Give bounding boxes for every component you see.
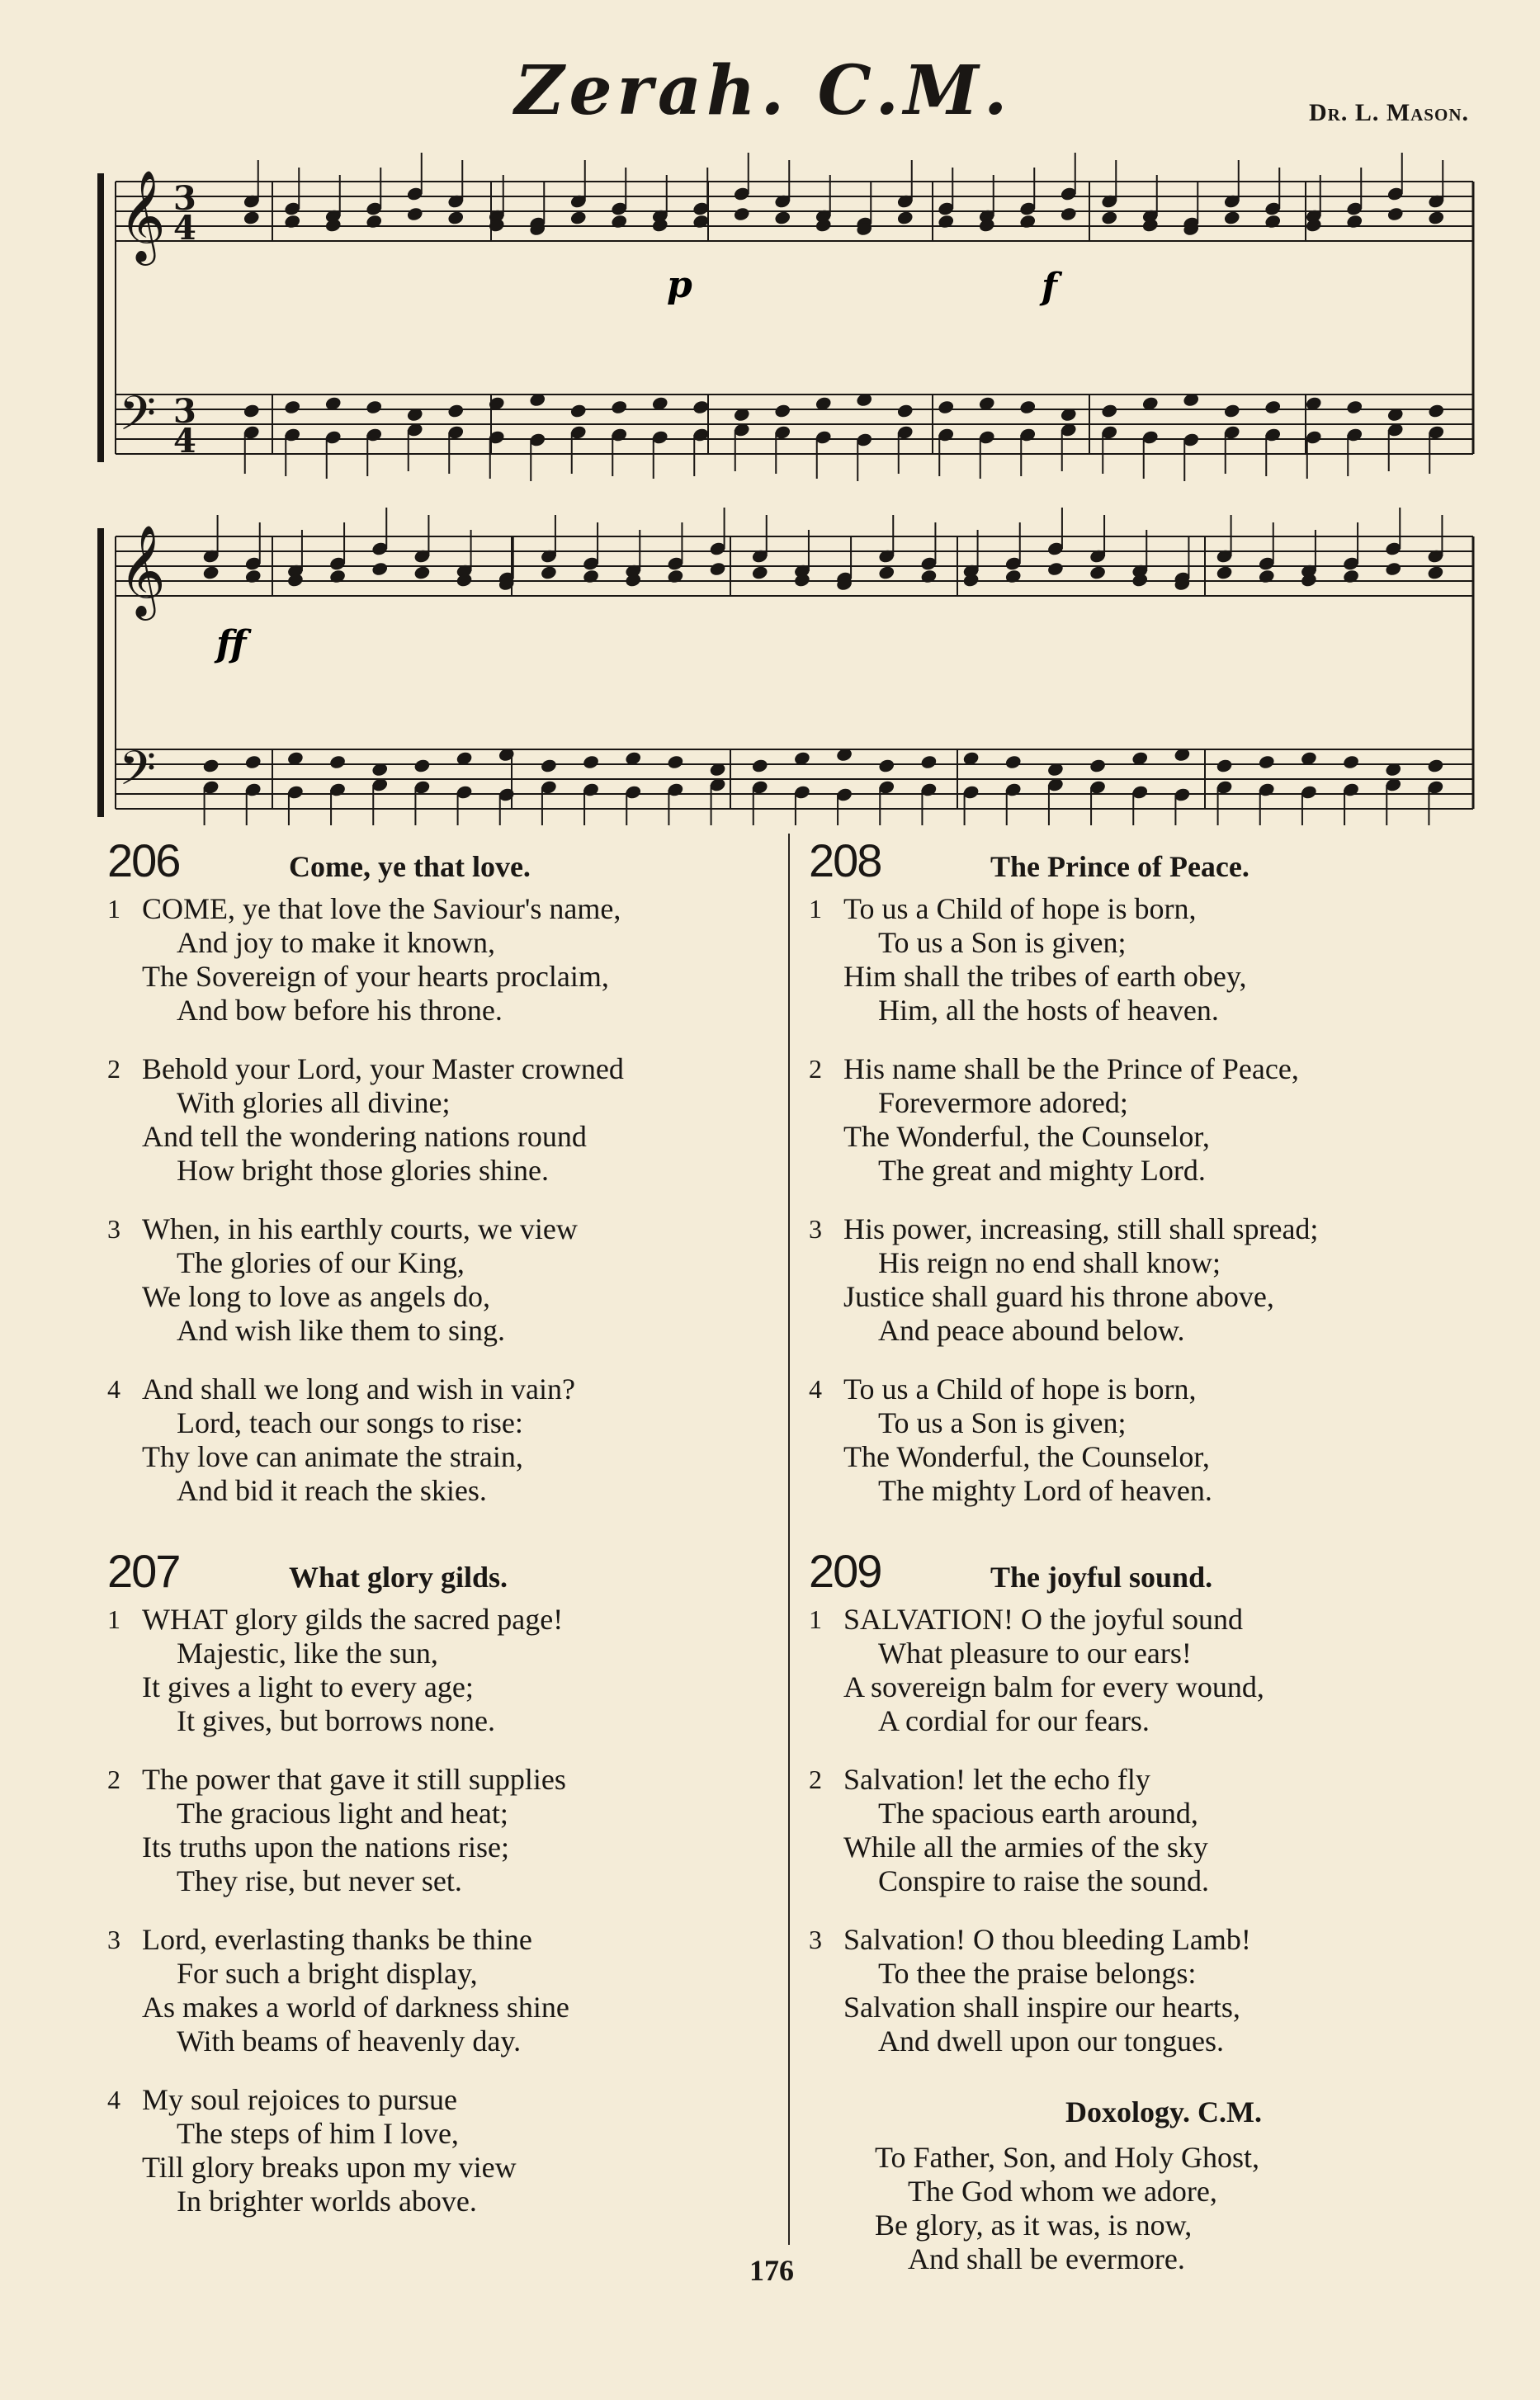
- hymn-207: [107, 1544, 780, 2218]
- note-head: [328, 569, 347, 584]
- stanza-number: 2: [107, 1054, 120, 1084]
- note-head: [1018, 399, 1037, 415]
- note-head: [244, 569, 262, 584]
- hymn-number: 209: [809, 1545, 881, 1597]
- note-head: [920, 569, 938, 584]
- verse-line: 3 Salvation! O thou bleeding Lamb!: [809, 1923, 1251, 1956]
- note-head: [1345, 399, 1363, 415]
- note-head: [202, 758, 220, 773]
- stanza: [809, 1212, 1486, 1348]
- verse-line: Him shall the tribes of earth obey,: [843, 960, 1247, 993]
- verse-line: And tell the wondering nations round: [142, 1120, 587, 1153]
- dynamic-ff: ff: [216, 623, 247, 665]
- verse-line: We long to love as angels do,: [142, 1280, 491, 1313]
- treble-staff: [116, 153, 1473, 241]
- verse-line: For such a bright display,: [177, 1957, 478, 1990]
- stanza-number: 2: [809, 1054, 822, 1084]
- stanza-number: 1: [107, 1604, 120, 1634]
- tune-title: Zerah. C.M.: [514, 51, 1013, 130]
- verse-line: A cordial for our fears.: [878, 1704, 1150, 1737]
- note-head: [920, 754, 938, 770]
- bass-staff: [116, 747, 1473, 825]
- hymn-title: The joyful sound.: [990, 1561, 1213, 1594]
- verse-line: A sovereign balm for every wound,: [843, 1670, 1264, 1703]
- verse-line: 3 Lord, everlasting thanks be thine: [107, 1923, 532, 1956]
- note-head: [413, 565, 432, 580]
- verse-line: And dwell upon our tongues.: [878, 2024, 1224, 2057]
- stanza-number: 3: [809, 1925, 822, 1954]
- verse-line: What pleasure to our ears!: [878, 1637, 1192, 1670]
- verse-line: To us a Son is given;: [878, 926, 1127, 959]
- verse-line: It gives, but borrows none.: [177, 1704, 495, 1737]
- time-signature: 3: [173, 179, 196, 218]
- hymn-number: 208: [809, 834, 881, 886]
- verse-line: To thee the praise belongs:: [878, 1957, 1197, 1990]
- stanza-number: 2: [809, 1765, 822, 1794]
- verse-line: It gives a light to every age;: [142, 1670, 474, 1703]
- page-number: 176: [749, 2254, 794, 2287]
- stanza: [809, 892, 1486, 1028]
- verse-line: And joy to make it known,: [177, 926, 495, 959]
- stanza-number: 3: [107, 1214, 120, 1244]
- verse-line: 1 WHAT glory gilds the sacred page!: [107, 1603, 564, 1636]
- verse-line: The God whom we adore,: [908, 2175, 1217, 2208]
- stanza: [107, 1052, 780, 1188]
- note-head: [896, 403, 914, 418]
- note-head: [1386, 206, 1405, 222]
- stanza: [107, 892, 780, 1028]
- note-head: [406, 206, 424, 222]
- note-head: [937, 399, 955, 415]
- note-head: [365, 399, 383, 415]
- verse-line: In brighter worlds above.: [177, 2185, 477, 2218]
- verse-line: The Wonderful, the Counselor,: [843, 1440, 1210, 1473]
- note-head: [877, 758, 895, 773]
- right-column: [809, 834, 1486, 2276]
- bass-clef-icon: 𝄢: [119, 740, 157, 808]
- verse-line: Be glory, as it was, is now,: [875, 2209, 1193, 2242]
- verse-line: Forevermore adored;: [878, 1086, 1128, 1119]
- bass-clef-icon: 𝄢: [119, 385, 157, 453]
- treble-clef-icon: 𝄞: [119, 169, 166, 262]
- verse-line: To us a Son is given;: [878, 1406, 1127, 1439]
- verse-line: 4 To us a Child of hope is born,: [809, 1372, 1197, 1406]
- note-head: [540, 565, 558, 580]
- verse-line: The gracious light and heat;: [177, 1797, 508, 1830]
- verse-line: 1 COME, ye that love the Saviour's name,: [107, 892, 621, 925]
- verse-line: And bid it reach the skies.: [177, 1474, 487, 1507]
- note-head: [1216, 758, 1234, 773]
- verse-line: 3 When, in his earthly courts, we view: [107, 1212, 578, 1245]
- hymn-number: 206: [107, 834, 180, 886]
- verse-line: As makes a world of darkness shine: [142, 1991, 569, 2024]
- note-head: [569, 403, 588, 418]
- note-head: [1345, 214, 1363, 229]
- hymn-header: [107, 834, 780, 887]
- note-head: [1258, 569, 1276, 584]
- verse-line: 4 My soul rejoices to pursue: [107, 2083, 457, 2116]
- note-head: [692, 214, 710, 229]
- stanza: [809, 1603, 1486, 1738]
- time-signature: 4: [173, 422, 196, 461]
- stanza-number: 1: [107, 894, 120, 924]
- stanza: [107, 1923, 780, 2058]
- verse-line: 4 And shall we long and wish in vain?: [107, 1372, 575, 1406]
- verse-line: How bright those glories shine.: [177, 1154, 549, 1187]
- stanza: [107, 1372, 780, 1508]
- note-head: [1004, 754, 1023, 770]
- stanza-number: 3: [809, 1214, 822, 1244]
- left-column: [107, 834, 780, 2255]
- note-head: [1223, 210, 1241, 225]
- time-signature: 3: [173, 392, 196, 431]
- note-head: [610, 399, 628, 415]
- verse-line: They rise, but never set.: [177, 1864, 462, 1897]
- verse-line: His reign no end shall know;: [878, 1246, 1221, 1279]
- verse-line: The mighty Lord of heaven.: [878, 1474, 1212, 1507]
- note-head: [582, 569, 600, 584]
- hymn-title: What glory gilds.: [289, 1561, 508, 1594]
- note-head: [569, 210, 588, 225]
- hymn-208: [809, 834, 1486, 1508]
- verse-line: Him, all the hosts of heaven.: [878, 994, 1219, 1027]
- verse-line: And shall be evermore.: [908, 2242, 1185, 2275]
- stanza-number: 1: [809, 894, 822, 924]
- verse-line: And bow before his throne.: [177, 994, 503, 1027]
- system-1: [97, 153, 1473, 481]
- note-head: [202, 565, 220, 580]
- verse-line: The spacious earth around,: [878, 1797, 1198, 1830]
- stanza-number: 4: [809, 1374, 822, 1404]
- verse-line: To Father, Son, and Holy Ghost,: [875, 2141, 1260, 2174]
- note-head: [733, 206, 751, 222]
- note-head: [1258, 754, 1276, 770]
- note-head: [243, 403, 261, 418]
- verse-line: Justice shall guard his throne above,: [843, 1280, 1274, 1313]
- note-head: [1342, 569, 1360, 584]
- hymn-header: [107, 1544, 780, 1598]
- verse-line: Thy love can animate the strain,: [142, 1440, 523, 1473]
- time-signature: 4: [173, 209, 196, 248]
- dynamic-f: f: [1042, 266, 1057, 308]
- column-divider: [788, 834, 790, 2245]
- verse-line: While all the armies of the sky: [843, 1831, 1208, 1864]
- verse-line: Its truths upon the nations rise;: [142, 1831, 509, 1864]
- note-head: [413, 758, 432, 773]
- stanza-number: 4: [107, 2085, 120, 2114]
- verse-line: The glories of our King,: [177, 1246, 465, 1279]
- note-head: [1427, 403, 1445, 418]
- note-head: [1004, 569, 1023, 584]
- note-head: [751, 758, 769, 773]
- stanza: [107, 1763, 780, 1898]
- note-head: [1342, 754, 1360, 770]
- bass-staff: [116, 392, 1473, 481]
- verse-line: With glories all divine;: [177, 1086, 451, 1119]
- note-head: [692, 399, 710, 415]
- verse-line: And wish like them to sing.: [177, 1314, 505, 1347]
- stanza: [107, 2083, 780, 2218]
- stanza-number: 3: [107, 1925, 120, 1954]
- verse-line: With beams of heavenly day.: [177, 2024, 522, 2057]
- stanza: [809, 1763, 1486, 1898]
- note-head: [1089, 758, 1107, 773]
- hymn-206: [107, 834, 780, 1508]
- note-head: [1223, 403, 1241, 418]
- stanza-number: 2: [107, 1765, 120, 1794]
- verse-line: 3 His power, increasing, still shall spread;: [809, 1212, 1319, 1245]
- verse-line: Lord, teach our songs to rise:: [177, 1406, 523, 1439]
- stanza: [809, 1372, 1486, 1508]
- note-head: [582, 754, 600, 770]
- verse-line: 1 SALVATION! O the joyful sound: [809, 1603, 1244, 1636]
- note-head: [1060, 206, 1078, 222]
- note-head: [773, 210, 791, 225]
- verse-line: 2 Behold your Lord, your Master crowned: [107, 1052, 624, 1085]
- note-head: [667, 569, 685, 584]
- stanza: [107, 1603, 780, 1738]
- note-head: [446, 210, 465, 225]
- note-head: [283, 399, 301, 415]
- note-head: [709, 561, 727, 577]
- hymn-header: [809, 1544, 1486, 1598]
- note-head: [244, 754, 262, 770]
- note-head: [283, 214, 301, 229]
- doxology: [809, 2095, 1486, 2276]
- verse-line: 2 His name shall be the Prince of Peace,: [809, 1052, 1299, 1085]
- stanza: [107, 1212, 780, 1348]
- verse-line: 2 Salvation! let the echo fly: [809, 1763, 1150, 1796]
- verse-line: The steps of him I love,: [177, 2117, 459, 2150]
- note-head: [243, 210, 261, 225]
- note-head: [328, 754, 347, 770]
- note-head: [1018, 214, 1037, 229]
- verse-line: The Wonderful, the Counselor,: [843, 1120, 1210, 1153]
- note-head: [877, 565, 895, 580]
- note-head: [365, 214, 383, 229]
- note-head: [773, 403, 791, 418]
- verse-line: And peace abound below.: [878, 1314, 1185, 1347]
- verse-line: Majestic, like the sun,: [177, 1637, 438, 1670]
- hymn-number: 207: [107, 1545, 180, 1597]
- composer-credit: Dr. L. Mason.: [1308, 99, 1469, 126]
- note-head: [1100, 403, 1118, 418]
- note-head: [1216, 565, 1234, 580]
- music-score: [0, 0, 1540, 825]
- note-head: [371, 561, 389, 577]
- note-head: [896, 210, 914, 225]
- note-head: [1264, 399, 1282, 415]
- verse-line: 2 The power that gave it still supplies: [107, 1763, 566, 1796]
- note-head: [610, 214, 628, 229]
- dynamic-p: p: [667, 264, 692, 306]
- note-head: [446, 403, 465, 418]
- note-head: [667, 754, 685, 770]
- verse-line: The great and mighty Lord.: [878, 1154, 1206, 1187]
- stanza-number: 4: [107, 1374, 120, 1404]
- note-head: [1100, 210, 1118, 225]
- note-head: [937, 214, 955, 229]
- note-head: [751, 565, 769, 580]
- stanza-number: 1: [809, 1604, 822, 1634]
- hymn-title: Come, ye that love.: [289, 850, 531, 883]
- verse-line: The Sovereign of your hearts proclaim,: [142, 960, 609, 993]
- verse-line: Conspire to raise the sound.: [878, 1864, 1209, 1897]
- note-head: [1384, 561, 1402, 577]
- hymn-title: The Prince of Peace.: [990, 850, 1249, 883]
- system-2: [97, 508, 1473, 825]
- hymn-header: [809, 834, 1486, 887]
- verse-line: 1 To us a Child of hope is born,: [809, 892, 1197, 925]
- note-head: [1427, 565, 1445, 580]
- stanza: [809, 1052, 1486, 1188]
- verse-line: Salvation shall inspire our hearts,: [843, 1991, 1240, 2024]
- treble-clef-icon: 𝄞: [119, 524, 166, 617]
- hymn-209: [809, 1544, 1486, 2058]
- verse-line: Till glory breaks upon my view: [142, 2151, 517, 2184]
- note-head: [1427, 210, 1445, 225]
- doxology-title: Doxology. C.M.: [1065, 2095, 1262, 2128]
- note-head: [1089, 565, 1107, 580]
- treble-staff: [116, 508, 1473, 596]
- stanza: [809, 1923, 1486, 2058]
- note-head: [540, 758, 558, 773]
- note-head: [1427, 758, 1445, 773]
- note-head: [1264, 214, 1282, 229]
- note-head: [1046, 561, 1065, 577]
